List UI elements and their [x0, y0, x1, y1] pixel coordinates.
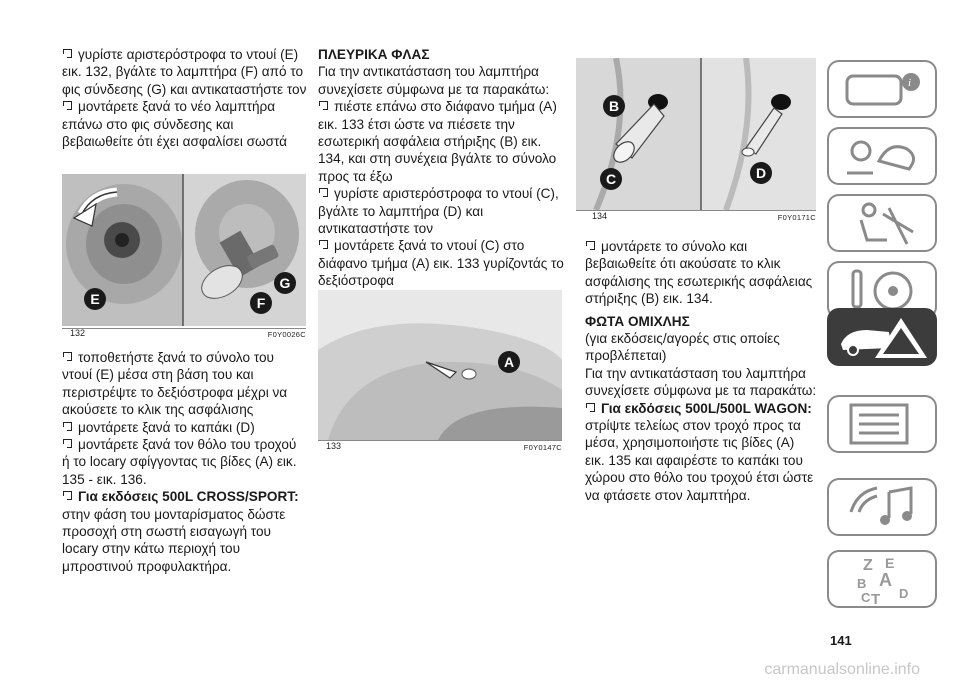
- tab-car-info[interactable]: [827, 60, 937, 118]
- svg-text:C: C: [861, 590, 871, 605]
- column-1-lower: [62, 349, 307, 575]
- bullet-icon: [62, 48, 75, 60]
- multimedia-icon: [827, 478, 937, 536]
- svg-text:B: B: [857, 576, 867, 591]
- figure-code: F0Y0147C: [523, 443, 562, 452]
- callout-f: F: [250, 292, 272, 314]
- tab-warning-lights[interactable]: [827, 127, 937, 185]
- callout-b: B: [603, 95, 625, 117]
- maintenance-list-icon: [827, 395, 937, 453]
- list-item: μοντάρετε το σύνολο και βεβαιωθείτε ότι ακούσατε το κλικ ασφάλισης της εσωτερικής ασφάλειας στήριξης (Β) εικ. 134.: [585, 239, 813, 307]
- svg-text:D: D: [899, 586, 909, 601]
- column-3: [585, 238, 817, 504]
- paragraph: Για την αντικατάσταση του λαμπτήρα συνεχίσετε σύμφωνα με τα παρακάτω:: [585, 365, 817, 399]
- paragraph: (για εκδόσεις/αγορές στις οποίες προβλέπεται): [585, 331, 780, 364]
- callout-d: D: [750, 162, 772, 184]
- tab-index[interactable]: [827, 550, 937, 608]
- svg-text:i: i: [908, 77, 912, 89]
- list-item: μοντάρετε ξανά το ντουί (C) στο διάφανο τμήμα (Α) εικ. 133 γυρίζοντάς το δεξιόστροφα: [318, 238, 564, 289]
- airbag-seat-icon: [827, 194, 937, 252]
- callout-e: E: [84, 288, 106, 310]
- tab-airbag-seat[interactable]: [827, 194, 937, 252]
- list-item: μοντάρετε ξανά το νέο λαμπτήρα επάνω στο φις σύνδεσης και βεβαιωθείτε ότι έχει ασφαλίσει σωστά: [62, 99, 288, 150]
- callout-c: C: [600, 168, 622, 190]
- warning-lights-icon: [827, 127, 937, 185]
- note: Για εκδόσεις 500L/500L WAGON: στρίψτε τελείως στον τροχό προς τα μέσα, χρησιμοποιήστε τις βίδες (Α) εικ. 135 και αφαιρέστε το καπάκι του χώρου στο θόλο του τροχού έτσι ώστε να φτάσετε στον λαμπτήρα.: [585, 400, 814, 503]
- bullet-icon: [62, 100, 75, 112]
- bullet-icon: [318, 239, 331, 251]
- list-item: γυρίστε αριστερόστροφα το ντουί (Ε) εικ. 132, βγάλτε το λαμπτήρα (F) από το φις σύνδεσης (G) και αντικαταστήστε τον: [62, 47, 307, 97]
- section-heading: ΦΩΤΑ ΟΜΙΧΛΗΣ: [585, 313, 690, 329]
- list-item: μοντάρετε ξανά τον θόλο του τροχού ή το locary σφίγγοντας τις βίδες (Α) εικ. 135 - εικ. 136.: [62, 437, 297, 487]
- bullet-icon: [318, 100, 331, 112]
- tab-emergency[interactable]: [827, 308, 937, 366]
- bullet-icon: [585, 402, 598, 414]
- callout-g: G: [274, 272, 296, 294]
- side-indicator-illustration: [318, 290, 562, 440]
- footer-watermark: carmanualsonline.info: [764, 661, 920, 678]
- figure-rule: [576, 210, 816, 211]
- section-heading: ΠΛΕΥΡΙΚΑ ΦΛΑΣ: [318, 47, 430, 62]
- car-info-icon: [827, 60, 937, 118]
- page-number: 141: [830, 633, 852, 648]
- bullet-icon: [318, 187, 331, 199]
- figure-rule: [62, 328, 306, 329]
- figure-number: 133: [326, 441, 342, 451]
- figure-132: [62, 174, 306, 340]
- figure-133: [318, 290, 562, 456]
- note: Για εκδόσεις 500L CROSS/SPORT: στην φάση του μονταρίσματος δώστε προσοχή στη σωστή εισαγωγή του locary στην κάτω περιοχή του μπροστινού προφυλακτήρα.: [62, 489, 299, 574]
- figure-code: F0Y0171C: [777, 213, 816, 222]
- tab-maintenance-list[interactable]: [827, 395, 937, 453]
- list-item: γυρίστε αριστερόστροφα το ντουί (C), βγάλτε το λαμπτήρα (D) και αντικαταστήστε τον: [318, 186, 559, 237]
- bullet-icon: [62, 421, 75, 433]
- bullet-icon: [62, 490, 75, 502]
- index-icon: [827, 550, 937, 608]
- list-item: μοντάρετε ξανά το καπάκι (D): [62, 419, 307, 436]
- list-item: τοποθετήστε ξανά το σύνολο του ντουί (Ε) μέσα στη βάση του και περιστρέψτε το δεξιόστροφα μέχρι να ακούσετε το κλικ της ασφάλισης: [62, 350, 288, 418]
- figure-134: [576, 58, 816, 226]
- svg-text:E: E: [885, 555, 895, 571]
- callout-a: A: [498, 351, 520, 373]
- svg-text:Z: Z: [863, 557, 873, 574]
- emergency-icon: [827, 308, 937, 366]
- column-1: [62, 46, 307, 150]
- bullet-icon: [62, 351, 75, 363]
- figure-code: F0Y0026C: [267, 330, 306, 339]
- list-item: πιέστε επάνω στο διάφανο τμήμα (Α) εικ. 133 έτσι ώστε να πιέσετε την εσωτερική ασφάλεια στήριξης (Β) εικ. 134, και στη συνέχεια βγάλτε το σύνολο προς τα έξω: [318, 99, 557, 184]
- column-2: [318, 46, 568, 290]
- svg-text:T: T: [871, 591, 881, 608]
- paragraph: Για την αντικατάσταση του λαμπτήρα συνεχίσετε σύμφωνα με τα παρακάτω:: [318, 64, 550, 97]
- tab-multimedia[interactable]: [827, 478, 937, 536]
- figure-number: 134: [592, 211, 608, 221]
- svg-text:A: A: [879, 570, 892, 590]
- figure-rule: [318, 440, 562, 441]
- bullet-icon: [62, 438, 75, 450]
- bullet-icon: [585, 240, 598, 252]
- figure-number: 132: [70, 328, 86, 338]
